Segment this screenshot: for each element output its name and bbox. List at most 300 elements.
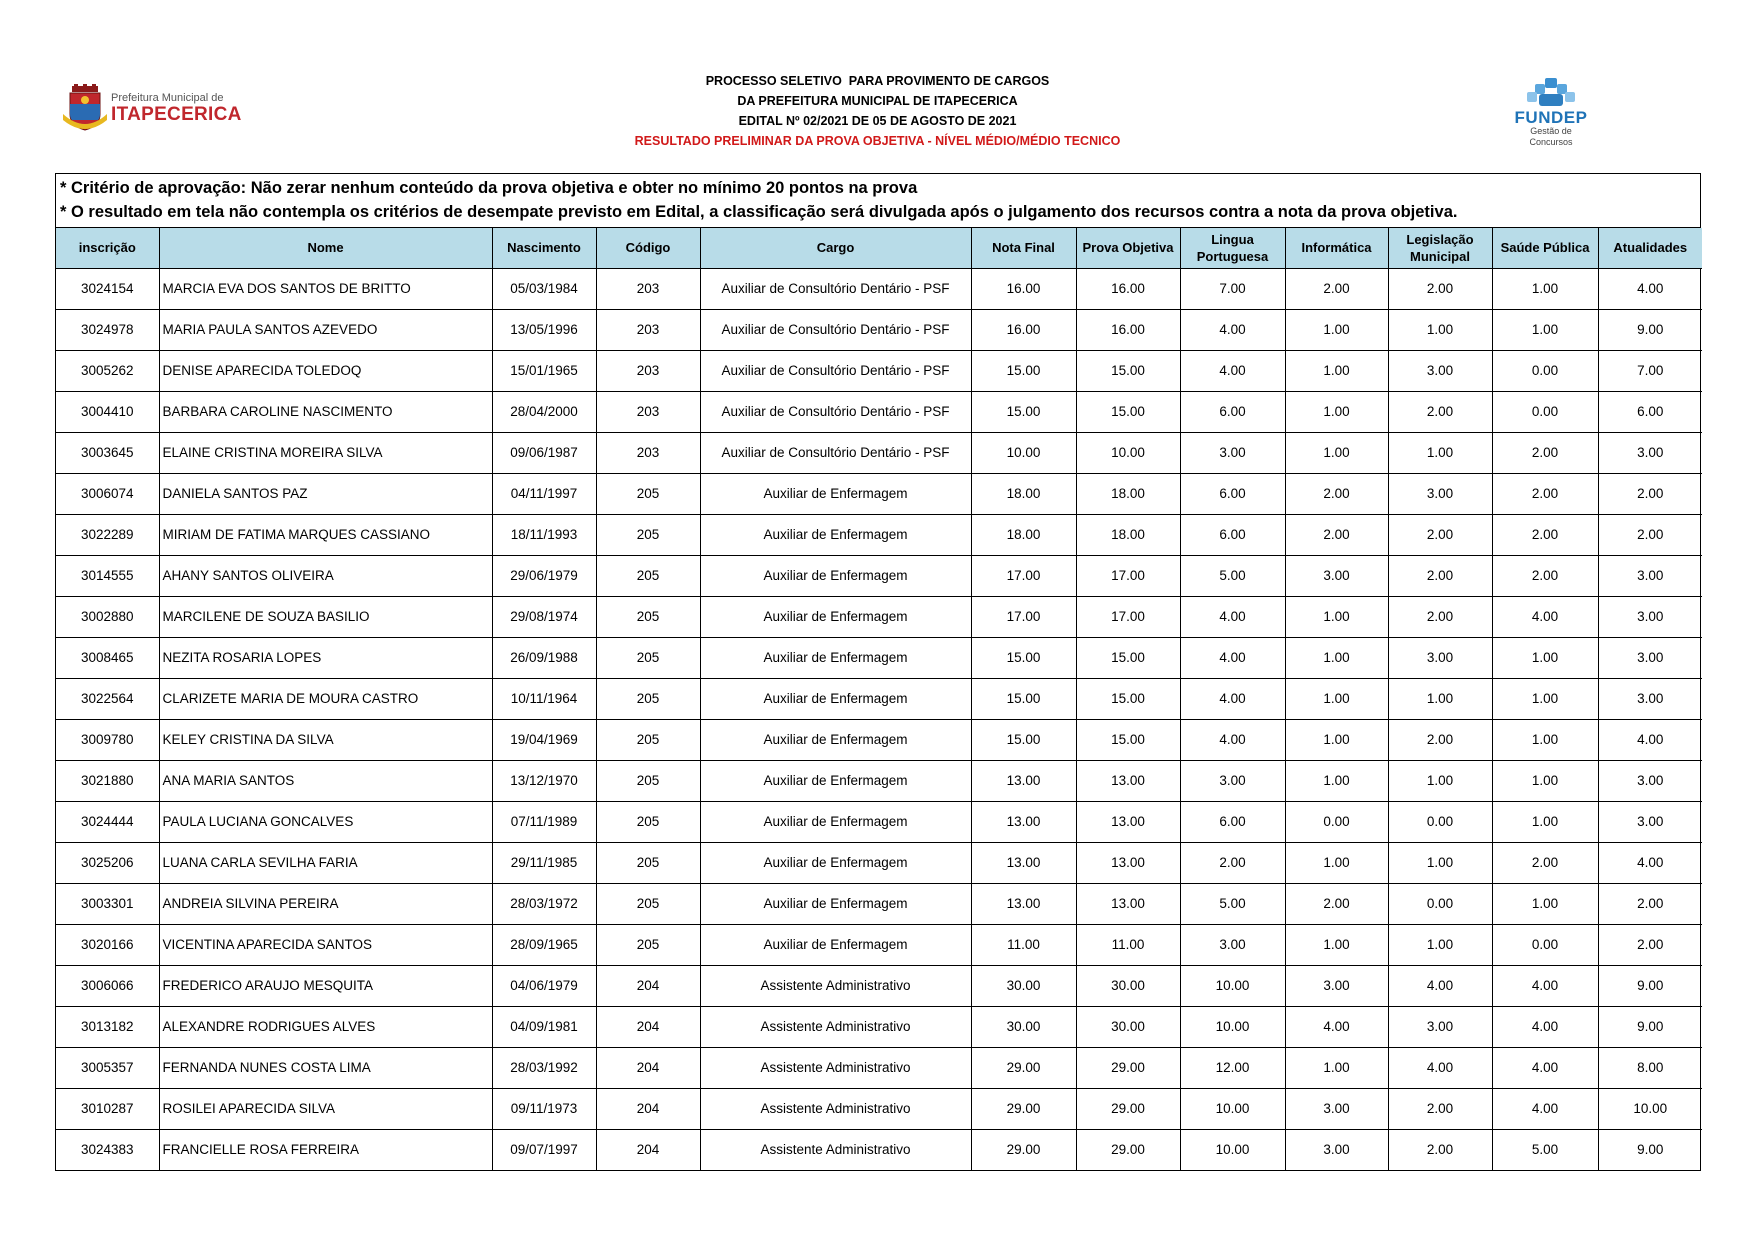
cell-atualidades: 8.00	[1598, 1047, 1702, 1088]
cell-nascimento: 09/11/1973	[492, 1088, 596, 1129]
cell-nome: KELEY CRISTINA DA SILVA	[159, 719, 492, 760]
cell-nota-final: 15.00	[971, 391, 1076, 432]
results-table	[56, 228, 1702, 1170]
cell-prova-objetiva: 10.00	[1076, 432, 1180, 473]
cell-cargo: Auxiliar de Enfermagem	[700, 760, 971, 801]
cell-prova-objetiva: 17.00	[1076, 596, 1180, 637]
cell-lingua-portuguesa: 4.00	[1180, 309, 1285, 350]
column-header-prova-objetiva: Prova Objetiva	[1076, 228, 1180, 268]
cell-inscricao: 3022289	[56, 514, 159, 555]
cell-inscricao: 3004410	[56, 391, 159, 432]
column-header-inscricao: inscrição	[56, 228, 159, 268]
table-row	[56, 596, 1702, 637]
cell-informatica: 1.00	[1285, 637, 1388, 678]
cell-nome: AHANY SANTOS OLIVEIRA	[159, 555, 492, 596]
cell-atualidades: 2.00	[1598, 514, 1702, 555]
cell-saude-publica: 2.00	[1492, 555, 1598, 596]
cell-nome: ALEXANDRE RODRIGUES ALVES	[159, 1006, 492, 1047]
cell-legislacao-municipal: 1.00	[1388, 432, 1492, 473]
cell-saude-publica: 1.00	[1492, 309, 1598, 350]
cell-lingua-portuguesa: 10.00	[1180, 1129, 1285, 1170]
cell-nota-final: 11.00	[971, 924, 1076, 965]
cell-informatica: 3.00	[1285, 555, 1388, 596]
cell-inscricao: 3002880	[56, 596, 159, 637]
cell-prova-objetiva: 18.00	[1076, 473, 1180, 514]
cell-legislacao-municipal: 0.00	[1388, 883, 1492, 924]
cell-informatica: 3.00	[1285, 1088, 1388, 1129]
cell-informatica: 1.00	[1285, 924, 1388, 965]
cell-atualidades: 4.00	[1598, 842, 1702, 883]
cell-inscricao: 3020166	[56, 924, 159, 965]
cell-cargo: Auxiliar de Enfermagem	[700, 555, 971, 596]
cell-codigo: 205	[596, 760, 700, 801]
cell-legislacao-municipal: 2.00	[1388, 596, 1492, 637]
table-row	[56, 268, 1702, 309]
cell-atualidades: 3.00	[1598, 555, 1702, 596]
table-row	[56, 555, 1702, 596]
cell-nascimento: 18/11/1993	[492, 514, 596, 555]
table-row	[56, 924, 1702, 965]
cell-nascimento: 13/05/1996	[492, 309, 596, 350]
table-row	[56, 842, 1702, 883]
cell-lingua-portuguesa: 10.00	[1180, 1088, 1285, 1129]
cell-lingua-portuguesa: 10.00	[1180, 965, 1285, 1006]
cell-atualidades: 2.00	[1598, 924, 1702, 965]
cell-saude-publica: 5.00	[1492, 1129, 1598, 1170]
cell-nota-final: 30.00	[971, 965, 1076, 1006]
cell-saude-publica: 2.00	[1492, 842, 1598, 883]
cell-cargo: Auxiliar de Consultório Dentário - PSF	[700, 268, 971, 309]
cell-prova-objetiva: 13.00	[1076, 842, 1180, 883]
cell-atualidades: 9.00	[1598, 309, 1702, 350]
table-row	[56, 719, 1702, 760]
cell-cargo: Assistente Administrativo	[700, 1088, 971, 1129]
cell-prova-objetiva: 30.00	[1076, 1006, 1180, 1047]
cell-cargo: Assistente Administrativo	[700, 1129, 971, 1170]
cell-nota-final: 13.00	[971, 760, 1076, 801]
cell-lingua-portuguesa: 4.00	[1180, 719, 1285, 760]
cell-informatica: 2.00	[1285, 514, 1388, 555]
cell-cargo: Auxiliar de Enfermagem	[700, 596, 971, 637]
cell-nota-final: 13.00	[971, 842, 1076, 883]
cell-atualidades: 9.00	[1598, 965, 1702, 1006]
cell-atualidades: 3.00	[1598, 596, 1702, 637]
cell-saude-publica: 2.00	[1492, 514, 1598, 555]
cell-prova-objetiva: 13.00	[1076, 883, 1180, 924]
cell-inscricao: 3024444	[56, 801, 159, 842]
cell-legislacao-municipal: 3.00	[1388, 350, 1492, 391]
cell-cargo: Auxiliar de Enfermagem	[700, 719, 971, 760]
table-row	[56, 965, 1702, 1006]
cell-saude-publica: 1.00	[1492, 637, 1598, 678]
cell-informatica: 2.00	[1285, 883, 1388, 924]
cell-codigo: 204	[596, 1006, 700, 1047]
cell-prova-objetiva: 13.00	[1076, 760, 1180, 801]
cell-prova-objetiva: 30.00	[1076, 965, 1180, 1006]
cell-inscricao: 3006074	[56, 473, 159, 514]
cell-inscricao: 3021880	[56, 760, 159, 801]
cell-codigo: 205	[596, 883, 700, 924]
cell-nota-final: 17.00	[971, 555, 1076, 596]
cell-informatica: 2.00	[1285, 473, 1388, 514]
cell-legislacao-municipal: 1.00	[1388, 842, 1492, 883]
cell-lingua-portuguesa: 6.00	[1180, 514, 1285, 555]
cell-legislacao-municipal: 3.00	[1388, 1006, 1492, 1047]
cell-nascimento: 28/04/2000	[492, 391, 596, 432]
column-header-atualidades: Atualidades	[1598, 228, 1702, 268]
cell-informatica: 1.00	[1285, 1047, 1388, 1088]
cell-inscricao: 3024154	[56, 268, 159, 309]
cell-legislacao-municipal: 3.00	[1388, 637, 1492, 678]
cell-prova-objetiva: 29.00	[1076, 1129, 1180, 1170]
table-row	[56, 350, 1702, 391]
cell-nota-final: 30.00	[971, 1006, 1076, 1047]
cell-lingua-portuguesa: 4.00	[1180, 678, 1285, 719]
cell-lingua-portuguesa: 5.00	[1180, 555, 1285, 596]
cell-saude-publica: 4.00	[1492, 1088, 1598, 1129]
cell-nascimento: 29/06/1979	[492, 555, 596, 596]
cell-nascimento: 07/11/1989	[492, 801, 596, 842]
cell-nascimento: 04/09/1981	[492, 1006, 596, 1047]
cell-nome: MIRIAM DE FATIMA MARQUES CASSIANO	[159, 514, 492, 555]
cell-saude-publica: 0.00	[1492, 391, 1598, 432]
cell-lingua-portuguesa: 6.00	[1180, 473, 1285, 514]
cell-informatica: 1.00	[1285, 432, 1388, 473]
cell-atualidades: 3.00	[1598, 801, 1702, 842]
cell-saude-publica: 1.00	[1492, 801, 1598, 842]
cell-saude-publica: 0.00	[1492, 924, 1598, 965]
table-row	[56, 1088, 1702, 1129]
table-row	[56, 637, 1702, 678]
cell-lingua-portuguesa: 3.00	[1180, 432, 1285, 473]
column-header-saude-publica: Saúde Pública	[1492, 228, 1598, 268]
cell-legislacao-municipal: 2.00	[1388, 1088, 1492, 1129]
cell-atualidades: 4.00	[1598, 719, 1702, 760]
cell-lingua-portuguesa: 2.00	[1180, 842, 1285, 883]
cell-nota-final: 16.00	[971, 309, 1076, 350]
cell-lingua-portuguesa: 4.00	[1180, 637, 1285, 678]
table-row	[56, 391, 1702, 432]
cell-nota-final: 13.00	[971, 883, 1076, 924]
cell-atualidades: 7.00	[1598, 350, 1702, 391]
cell-informatica: 3.00	[1285, 965, 1388, 1006]
cell-cargo: Assistente Administrativo	[700, 1047, 971, 1088]
title-line-4: RESULTADO PRELIMINAR DA PROVA OBJETIVA - NÍVEL MÉDIO/MÉDIO TECNICO	[634, 134, 1121, 148]
cell-nota-final: 29.00	[971, 1129, 1076, 1170]
cell-atualidades: 3.00	[1598, 760, 1702, 801]
cell-informatica: 1.00	[1285, 760, 1388, 801]
cell-inscricao: 3010287	[56, 1088, 159, 1129]
table-row	[56, 760, 1702, 801]
cell-saude-publica: 1.00	[1492, 678, 1598, 719]
cell-saude-publica: 1.00	[1492, 719, 1598, 760]
cell-nascimento: 15/01/1965	[492, 350, 596, 391]
cell-atualidades: 3.00	[1598, 678, 1702, 719]
cell-codigo: 203	[596, 268, 700, 309]
cell-legislacao-municipal: 1.00	[1388, 924, 1492, 965]
cell-cargo: Auxiliar de Enfermagem	[700, 883, 971, 924]
cell-legislacao-municipal: 0.00	[1388, 801, 1492, 842]
cell-atualidades: 9.00	[1598, 1006, 1702, 1047]
cell-nota-final: 17.00	[971, 596, 1076, 637]
cell-inscricao: 3009780	[56, 719, 159, 760]
cell-legislacao-municipal: 2.00	[1388, 719, 1492, 760]
cell-informatica: 1.00	[1285, 719, 1388, 760]
column-header-informatica: Informática	[1285, 228, 1388, 268]
cell-cargo: Assistente Administrativo	[700, 1006, 971, 1047]
fundep-logo	[1510, 76, 1592, 147]
title-line-2: DA PREFEITURA MUNICIPAL DE ITAPECERICA	[737, 94, 1018, 108]
column-header-legislacao-municipal: Legislação Municipal	[1388, 228, 1492, 268]
cell-inscricao: 3024383	[56, 1129, 159, 1170]
cell-nascimento: 04/06/1979	[492, 965, 596, 1006]
cell-nome: DENISE APARECIDA TOLEDOQ	[159, 350, 492, 391]
cell-lingua-portuguesa: 5.00	[1180, 883, 1285, 924]
cell-saude-publica: 2.00	[1492, 432, 1598, 473]
table-row	[56, 678, 1702, 719]
cell-inscricao: 3013182	[56, 1006, 159, 1047]
column-header-nascimento: Nascimento	[492, 228, 596, 268]
cell-codigo: 205	[596, 801, 700, 842]
cell-informatica: 4.00	[1285, 1006, 1388, 1047]
cell-nota-final: 15.00	[971, 350, 1076, 391]
cell-atualidades: 3.00	[1598, 637, 1702, 678]
cell-nome: MARCILENE DE SOUZA BASILIO	[159, 596, 492, 637]
cell-prova-objetiva: 17.00	[1076, 555, 1180, 596]
cell-legislacao-municipal: 1.00	[1388, 309, 1492, 350]
cell-nascimento: 09/06/1987	[492, 432, 596, 473]
cell-nome: FREDERICO ARAUJO MESQUITA	[159, 965, 492, 1006]
table-header-row	[56, 228, 1702, 268]
cell-atualidades: 2.00	[1598, 473, 1702, 514]
cell-cargo: Auxiliar de Consultório Dentário - PSF	[700, 350, 971, 391]
cell-legislacao-municipal: 2.00	[1388, 268, 1492, 309]
cell-prova-objetiva: 15.00	[1076, 391, 1180, 432]
cell-legislacao-municipal: 3.00	[1388, 473, 1492, 514]
cell-lingua-portuguesa: 12.00	[1180, 1047, 1285, 1088]
cell-inscricao: 3014555	[56, 555, 159, 596]
cell-nascimento: 13/12/1970	[492, 760, 596, 801]
cell-codigo: 203	[596, 309, 700, 350]
cell-nascimento: 26/09/1988	[492, 637, 596, 678]
cell-nascimento: 09/07/1997	[492, 1129, 596, 1170]
fundep-cloud-icon	[1523, 76, 1579, 110]
cell-inscricao: 3005357	[56, 1047, 159, 1088]
cell-informatica: 3.00	[1285, 1129, 1388, 1170]
cell-cargo: Auxiliar de Enfermagem	[700, 637, 971, 678]
cell-saude-publica: 2.00	[1492, 473, 1598, 514]
cell-lingua-portuguesa: 4.00	[1180, 350, 1285, 391]
cell-inscricao: 3003645	[56, 432, 159, 473]
cell-informatica: 1.00	[1285, 350, 1388, 391]
cell-inscricao: 3006066	[56, 965, 159, 1006]
cell-saude-publica: 4.00	[1492, 1006, 1598, 1047]
cell-cargo: Auxiliar de Consultório Dentário - PSF	[700, 432, 971, 473]
cell-nota-final: 13.00	[971, 801, 1076, 842]
cell-cargo: Auxiliar de Enfermagem	[700, 473, 971, 514]
cell-informatica: 1.00	[1285, 678, 1388, 719]
cell-legislacao-municipal: 2.00	[1388, 555, 1492, 596]
cell-informatica: 1.00	[1285, 391, 1388, 432]
cell-nome: MARCIA EVA DOS SANTOS DE BRITTO	[159, 268, 492, 309]
cell-nome: ELAINE CRISTINA MOREIRA SILVA	[159, 432, 492, 473]
cell-codigo: 205	[596, 473, 700, 514]
cell-nome: FRANCIELLE ROSA FERREIRA	[159, 1129, 492, 1170]
cell-saude-publica: 1.00	[1492, 760, 1598, 801]
cell-legislacao-municipal: 4.00	[1388, 965, 1492, 1006]
cell-nome: ANA MARIA SANTOS	[159, 760, 492, 801]
cell-informatica: 1.00	[1285, 596, 1388, 637]
cell-nome: ANDREIA SILVINA PEREIRA	[159, 883, 492, 924]
cell-nome: ROSILEI APARECIDA SILVA	[159, 1088, 492, 1129]
cell-inscricao: 3005262	[56, 350, 159, 391]
table-row	[56, 473, 1702, 514]
cell-codigo: 205	[596, 596, 700, 637]
cell-informatica: 0.00	[1285, 801, 1388, 842]
cell-nascimento: 29/08/1974	[492, 596, 596, 637]
table-row	[56, 514, 1702, 555]
cell-cargo: Auxiliar de Enfermagem	[700, 842, 971, 883]
column-header-nome: Nome	[159, 228, 492, 268]
cell-lingua-portuguesa: 3.00	[1180, 760, 1285, 801]
cell-inscricao: 3025206	[56, 842, 159, 883]
cell-cargo: Auxiliar de Enfermagem	[700, 801, 971, 842]
fundep-tagline-text: Gestão de Concursos	[1529, 126, 1573, 147]
cell-legislacao-municipal: 2.00	[1388, 1129, 1492, 1170]
cell-nota-final: 15.00	[971, 637, 1076, 678]
cell-codigo: 203	[596, 391, 700, 432]
cell-prova-objetiva: 29.00	[1076, 1088, 1180, 1129]
cell-cargo: Auxiliar de Consultório Dentário - PSF	[700, 391, 971, 432]
table-row	[56, 1006, 1702, 1047]
cell-codigo: 204	[596, 1088, 700, 1129]
cell-nota-final: 16.00	[971, 268, 1076, 309]
column-header-nota-final: Nota Final	[971, 228, 1076, 268]
cell-cargo: Auxiliar de Consultório Dentário - PSF	[700, 309, 971, 350]
cell-atualidades: 3.00	[1598, 432, 1702, 473]
cell-nome: LUANA CARLA SEVILHA FARIA	[159, 842, 492, 883]
cell-legislacao-municipal: 4.00	[1388, 1047, 1492, 1088]
column-header-codigo: Código	[596, 228, 700, 268]
cell-atualidades: 10.00	[1598, 1088, 1702, 1129]
cell-codigo: 205	[596, 678, 700, 719]
cell-nota-final: 29.00	[971, 1047, 1076, 1088]
cell-cargo: Assistente Administrativo	[700, 965, 971, 1006]
cell-lingua-portuguesa: 10.00	[1180, 1006, 1285, 1047]
cell-saude-publica: 4.00	[1492, 965, 1598, 1006]
cell-codigo: 205	[596, 637, 700, 678]
cell-cargo: Auxiliar de Enfermagem	[700, 924, 971, 965]
cell-legislacao-municipal: 1.00	[1388, 678, 1492, 719]
cell-codigo: 203	[596, 350, 700, 391]
cell-inscricao: 3024978	[56, 309, 159, 350]
cell-nota-final: 18.00	[971, 514, 1076, 555]
cell-prova-objetiva: 18.00	[1076, 514, 1180, 555]
title-line-1: PROCESSO SELETIVO PARA PROVIMENTO DE CARGOS	[705, 74, 1050, 88]
cell-nome: MARIA PAULA SANTOS AZEVEDO	[159, 309, 492, 350]
column-header-lingua-portuguesa: Lingua Portuguesa	[1180, 228, 1285, 268]
cell-lingua-portuguesa: 6.00	[1180, 391, 1285, 432]
cell-prova-objetiva: 15.00	[1076, 678, 1180, 719]
cell-lingua-portuguesa: 6.00	[1180, 801, 1285, 842]
cell-codigo: 205	[596, 514, 700, 555]
cell-nascimento: 28/03/1992	[492, 1047, 596, 1088]
cell-lingua-portuguesa: 7.00	[1180, 268, 1285, 309]
fundep-brand-text: FUNDEP	[1514, 108, 1588, 127]
cell-codigo: 205	[596, 842, 700, 883]
table-row	[56, 1129, 1702, 1170]
column-header-cargo: Cargo	[700, 228, 971, 268]
cell-nota-final: 10.00	[971, 432, 1076, 473]
cell-prova-objetiva: 15.00	[1076, 637, 1180, 678]
cell-cargo: Auxiliar de Enfermagem	[700, 514, 971, 555]
cell-legislacao-municipal: 2.00	[1388, 391, 1492, 432]
cell-nome: PAULA LUCIANA GONCALVES	[159, 801, 492, 842]
cell-nome: NEZITA ROSARIA LOPES	[159, 637, 492, 678]
cell-codigo: 204	[596, 1129, 700, 1170]
cell-codigo: 204	[596, 1047, 700, 1088]
table-row	[56, 309, 1702, 350]
cell-saude-publica: 1.00	[1492, 883, 1598, 924]
cell-inscricao: 3022564	[56, 678, 159, 719]
cell-cargo: Auxiliar de Enfermagem	[700, 678, 971, 719]
cell-prova-objetiva: 13.00	[1076, 801, 1180, 842]
cell-saude-publica: 0.00	[1492, 350, 1598, 391]
table-row	[56, 801, 1702, 842]
cell-prova-objetiva: 11.00	[1076, 924, 1180, 965]
cell-nome: DANIELA SANTOS PAZ	[159, 473, 492, 514]
cell-codigo: 203	[596, 432, 700, 473]
cell-nota-final: 29.00	[971, 1088, 1076, 1129]
cell-atualidades: 9.00	[1598, 1129, 1702, 1170]
criteria-line-1: * Critério de aprovação: Não zerar nenhum conteúdo da prova objetiva e obter no mínimo 20 pontos na prova	[60, 179, 918, 197]
cell-inscricao: 3003301	[56, 883, 159, 924]
table-row	[56, 1047, 1702, 1088]
cell-nome: FERNANDA NUNES COSTA LIMA	[159, 1047, 492, 1088]
cell-nota-final: 18.00	[971, 473, 1076, 514]
cell-prova-objetiva: 15.00	[1076, 350, 1180, 391]
cell-prova-objetiva: 29.00	[1076, 1047, 1180, 1088]
cell-atualidades: 2.00	[1598, 883, 1702, 924]
table-row	[56, 432, 1702, 473]
cell-legislacao-municipal: 1.00	[1388, 760, 1492, 801]
cell-prova-objetiva: 16.00	[1076, 309, 1180, 350]
table-row	[56, 883, 1702, 924]
cell-nascimento: 19/04/1969	[492, 719, 596, 760]
cell-nota-final: 15.00	[971, 719, 1076, 760]
cell-nome: CLARIZETE MARIA DE MOURA CASTRO	[159, 678, 492, 719]
cell-lingua-portuguesa: 4.00	[1180, 596, 1285, 637]
cell-nascimento: 10/11/1964	[492, 678, 596, 719]
cell-saude-publica: 4.00	[1492, 596, 1598, 637]
title-line-3: EDITAL Nº 02/2021 DE 05 DE AGOSTO DE 2021	[738, 114, 1017, 128]
cell-informatica: 2.00	[1285, 268, 1388, 309]
cell-saude-publica: 4.00	[1492, 1047, 1598, 1088]
table-body	[56, 268, 1702, 1170]
cell-nascimento: 28/03/1972	[492, 883, 596, 924]
cell-codigo: 204	[596, 965, 700, 1006]
logo-itapecerica-text: ITAPECERICA	[111, 104, 242, 125]
logo-prefeitura-text: Prefeitura Municipal de	[111, 92, 224, 104]
cell-inscricao: 3008465	[56, 637, 159, 678]
document-title-block	[0, 71, 1755, 151]
cell-codigo: 205	[596, 719, 700, 760]
cell-prova-objetiva: 16.00	[1076, 268, 1180, 309]
cell-informatica: 1.00	[1285, 842, 1388, 883]
cell-saude-publica: 1.00	[1492, 268, 1598, 309]
cell-informatica: 1.00	[1285, 309, 1388, 350]
cell-nome: VICENTINA APARECIDA SANTOS	[159, 924, 492, 965]
